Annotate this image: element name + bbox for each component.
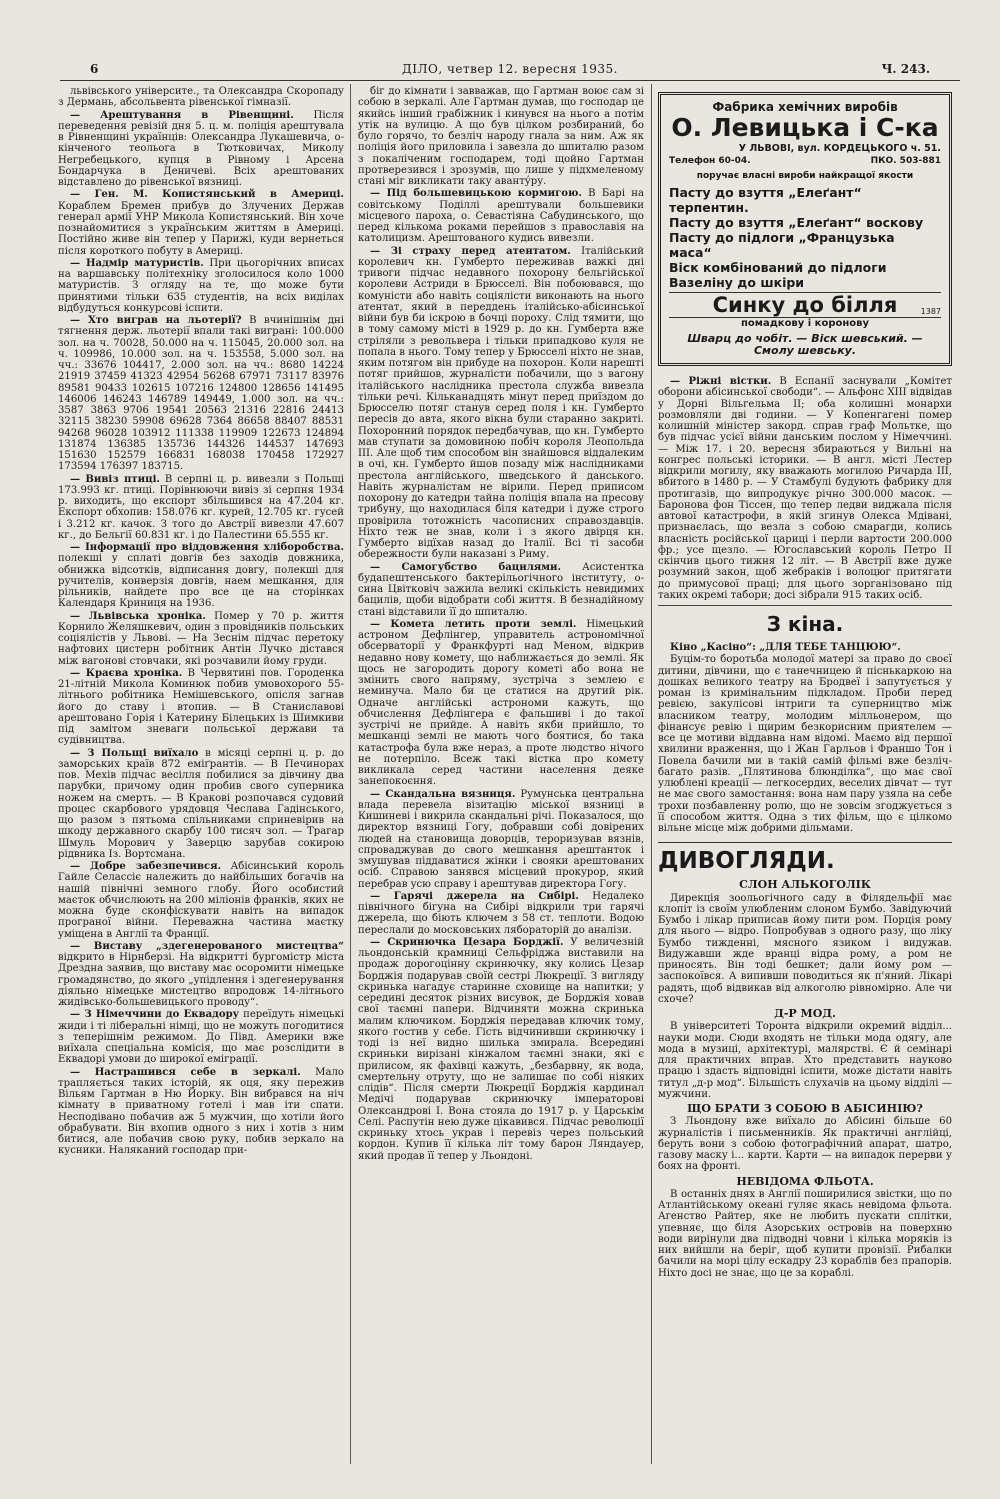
section-title: ДИВОГЛЯДИ. bbox=[658, 842, 952, 875]
column-divider bbox=[350, 84, 351, 1464]
article bbox=[58, 941, 344, 1009]
ad-brand: О. Левицька і С-ка bbox=[671, 113, 939, 142]
article-text: У величезній льондонській крамниці Сельфріджа виставили на продаж дорогоцінну скринючку, яку колись Цезар Борджія подарував своїй сестрі Люкреції. З вигляду скринька нагадує старинне сховище на напитки; у середині десяток різних висувок, де Борджія ховав свої таємні папери. Відчиняти можна скринька малим ключиком. Борджія передавав ключик тому, якого гостив у себе. Гість відчинивши скринючку і тоді із неї видно шилька змирала. Всередині скриньки вирізані кінжалом таємні знаки, які є прилисом, як фахівці кажуть, „безбарвну, як вода, смертельну отруту, що не залишає по собі ніяких слідів“. Після смерти Люкреції Борджія кардинал Медічі подарував скринючку імператорові Олександрові І. Вона стояла до 1917 р. у Царськім Селі. Распутін нею дуже цікавився. Підчас революції скринькy хтось украв і перевіз через польський кордон. Купив її кілька літ тому барон Ляндауер, який продав її тепер у Льондоні. bbox=[358, 936, 644, 1162]
article-title: — Під большевицькою кормигою. bbox=[370, 188, 582, 200]
article-text: в місяці серпні ц. р. до заморських країв 872 еміґрантів. — В Печинорах пов. Мехів підчас весілля побилися за дівчину два парубки, причому один пробив свого суперника ножем на смерть. — В Кракові розпочався судовий процес скарбового урядовця Чеслава Гадінського, що разом з пятьома спільниками сприневірив на шкоду державного скарбу 100 тисяч зол. — Трагар Шмуль Морович у Заверцю зарубав сокирою рідвника Із. Вортсмана. bbox=[58, 747, 344, 860]
page-header bbox=[60, 60, 960, 81]
article-title: — Надмір матуристів. bbox=[70, 257, 204, 269]
article-title: — Ген. М. Копистянський в Америці. bbox=[70, 189, 344, 201]
article bbox=[58, 474, 344, 542]
article-title: — Львівська хроніка. bbox=[70, 610, 206, 622]
column-2 bbox=[358, 86, 644, 1163]
article-text: Після переведення ревізій дня 5. ц. м. поліція арештувала в Рівненщині українців: Олександра Лукашевича, о-кінченого теольога в Тютковичах, Миколу Негребецького, купця в Рівному і Арсена Бондарчука в Деничеві. Всіх арештованих відставлено до рівенської вязниці. bbox=[58, 109, 344, 188]
article-title: — Інформації про віддовження хліборобства. bbox=[70, 542, 344, 553]
article bbox=[58, 611, 344, 667]
article-text: відкрито в Нірнберзі. На відкритті бургомістр міста Дрездна заявив, що виставу має осоромити німецьке громадянство, до якого „упідлення і здегенерування діяльно німецьке мистецтво впродовж 14-літнього жидівсько-большевицького проводу“. bbox=[58, 952, 344, 1008]
article bbox=[58, 1067, 344, 1157]
article bbox=[358, 619, 644, 788]
ad-product: Пасту до підлоги „Французька маса“ bbox=[669, 230, 895, 260]
article-text: В Барі на совітському Поділлі арештували большевики місцевого пароха, о. Севастіяна Сабудинського, що перед кількома роками перейшов з православія на католицизм. Арештованого кудись вивезли. bbox=[358, 188, 644, 245]
article-title: НЕВІДОМА ФЛЬОТА. bbox=[736, 1174, 874, 1188]
ad-sinka: Синку до білля bbox=[669, 292, 941, 318]
article-title: — Самогубство бацилями. bbox=[370, 561, 562, 573]
article-text: При цьогорічних вписах на варшавську політехніку зголосилося коло 1000 матуристів. З огляду на те, що може бути принятими тільки 635 студентів, на всіх виділах відбудуться конкурсові іспити. bbox=[58, 257, 344, 314]
column-1 bbox=[58, 86, 344, 1158]
article bbox=[358, 246, 644, 561]
divider bbox=[658, 605, 952, 606]
ad-headline: Фабрика хемічних виробів bbox=[712, 100, 898, 114]
article-list bbox=[658, 879, 952, 1279]
article-text: львівського університе., та Олександра Скоропаду з Дермань, абсольвента рівенської гімназії. bbox=[58, 86, 344, 109]
article-text: полекші у сплаті довгів без заходів довжника, обнижка відсотків, відписання довгу, полекші для ручителів, конверзія довгів, наем мешкання, для рільників, найдете про все це на сторінках Календаря Криниця на 1936. bbox=[58, 553, 344, 610]
article-title: — Вивіз птиці. bbox=[70, 473, 160, 485]
article-text: Мало трапляється таких історій, як оця, яку пережив Вільям Гартман в Ню Йорку. Він вибрався на ніч кімнату в приватному готелі і мав іти спати. Несподівано побачив аж 5 мужчин, що хотіли його обрабувати. Він вхопив одного з них і хотів з ним битися, але побачив свою руку, побив зеркало на кусники. Наляканий господар при- bbox=[58, 1066, 344, 1157]
article-text: З Льондону вже виїхало до Абісині більше 60 журналістів і письменників. Як практичні англійці, беруть вони з собою фотографічний апарат, шатро, газову маску і... карти. Карти — на випадок перерви у боях на фронті. bbox=[658, 1116, 952, 1173]
issue-number: Ч. 243. bbox=[881, 62, 930, 76]
article-title: — Виставу „здегенерованого мистецтва“ bbox=[70, 940, 344, 952]
news-title: — Ріжні вістки. bbox=[670, 376, 772, 387]
article-title: — Скринючка Цезара Борджії. bbox=[370, 936, 564, 948]
ad-product: Віск комбінований до підлоги bbox=[669, 260, 887, 275]
article bbox=[58, 86, 344, 109]
article bbox=[58, 542, 344, 610]
article-title: СЛОН АЛЬКОГОЛІК bbox=[739, 878, 871, 892]
article-text: Кораблем Бремен прибув до Злучених Держав генерал армії УНР Микола Копистянський. Він хоче познайомитися з українським життям в Америці. Постійно живе він тепер у Парижі, куди вернеться після короткого побуту в Америці. bbox=[58, 200, 344, 257]
section-title: З кіна. bbox=[766, 612, 844, 636]
article-title: — Хто виграв на льотерії? bbox=[70, 315, 242, 326]
page-number: 6 bbox=[90, 62, 99, 76]
article bbox=[358, 562, 644, 618]
article-title: — Гарячі джерела на Сибірі. bbox=[370, 890, 579, 902]
article-text: Румунська центральна влада перевела візитацію міської вязниці в Кишиневі і викрила скандальні річі. Показалося, що директор вязниці Гогу, добравши собі довірених людей на становища доворців, тероризував вязнів, спроваджував до свого мешкання арештанток і змушував піддаватися жінки і свояки арештованих осіб. Справою занявся місцевий прокурор, який перебрав усю справу і арештував директора Гогу. bbox=[358, 788, 644, 890]
article-title: — З Німеччини до Еквадору bbox=[70, 1009, 240, 1021]
article bbox=[58, 1009, 344, 1065]
article-text: Італійський королевич кн. Гумберто переживав важкі дні тривоги підчас недавного похорону бельгійської королеви Астриди в Брюсселі. Він побоювався, що комуністи або навіть соціялісти виконають на нього атентат, який в переддень італійсько-абісинської війни був би іскрою в бочці пороху. Слід тямити, що в тому самому місті в 1929 р. до кн. Гумберта вже стріляли з револьвера і тільки припадково куля не попала в нього. Тому тепер у Брюсселі ніхто не знав, яким потягом він прибуде на похорон. Коли нарешті потяг прийшов, журналісти побачили, що з вагону італійського наслідника престола служба вивезла тільки речі. Кільканадцять мінут перед приїздом до Брюсселю потяг станув серед поля і кн. Гумберто пересів до авта, якого вікна були старанно закриті. Похоронний порядок передбачував, що кн. Гумберто мав ступати за домовиною побіч короля Леопольда III. Але щоб тим способом він знайшовся віддалеким в очі, кн. Гумберто йшов позаду між наслідниками престола англійського, шведського й данського. Навіть журналістам не вірили. Перед приписом похорону до катедри тайна поліція впала на пресову трибуну, що находилася біля катедри і дуже строго провірила тотожність часописних справоздавців. Ніхто теж не знав, коли і з якого двірця кн. Гумберто відїхав назад до Італії. Всі ті засоби обережности були наказані з Риму. bbox=[358, 245, 644, 561]
article-text: Німецький астроном Дефлінгер, управитель астрономічної обсерваторії у Франкфурті над Меном, відкрив недавно нову комету, що наближається до землі. Як щось не загородить дорогу кометі або вона не змінить свого напряму, зустріча з землею є неминуча. Мало би це статися на другий рік. Одначе англійські астрономи кажуть, що обчислення Дефлінгера є фальшиві і до такої зустрічі не прийде. А навіть якби прийшло, то мешканці землі не мають чого боятися, бо така катастрофа була вже нераз, а проте людство нічого не потерпіло. Всеж такі вістка про комету викликала серед частини населення деяке занепокоєння. bbox=[358, 618, 644, 788]
article-title: — Добре забезпечився. bbox=[70, 861, 222, 872]
ad-contacts bbox=[669, 155, 941, 167]
article-text: В вчинішнім дні тягнення держ. льотерії впали такі виграні: 100.000 зол. на ч. 70028, 50.000 на ч. 115045, 20.000 зол. на ч. 109986, 10.000 зол. на ч. 153558, 5.000 зол. на чч.: 33676 104417, 2.000 зол. на чч.: 8680 14224 21919 37459 41323 42954 56268 67971 73117 83976 89581 90433 102615 107216 124800 128656 141495 146006 146243 146789 149449, 1.000 зол. на чч.: 3587 3863 9706 19541 20563 21316 22816 24413 32115 38230 59908 69628 7364 86658 88407 88531 94268 96028 103912 111338 119909 122673 124894 131874 136385 135736 144326 144537 147693 151630 152579 166831 168038 170458 172927 173594 176397 183715. bbox=[58, 315, 344, 473]
article-title: — Скандальна вязниця. bbox=[370, 788, 516, 800]
news-text: В Еспанії заснували „Комітет оборони абісинської свободи“. — Альфонс XIII відвідав у Дорні Вільгельма II; оба колишні монархи розмовляли дві години. — У Копенгагені помер колишній міністер закорд. справ граф Мольтке, що був підчас усієї війни данським послом у Німеччині. — Між 17. і 20. вересня збираються у Вильні на конгрес польські історики. — В англ. місті Лестер відкрили могилу, яку вважають могилою Ричарда III, вбитого в 1480 р. — У Стамбулі будують фабрику для протигазів, що випродукує річно 300.000 масок. — Баронова фон Тіссен, що тепер ледви виджала після автової катастрофи, в якій згинув Олекса Мдівані, признаєлась, що везла з собою смарагди, колись власність російської цариці і перли вартости 200.000 фр.; усе щезло. — Югославський король Петро ІІ скінчив цього тижня 12 літ. — В Австрії вже дуже розумний закон, щоб жебраків і волоцюг притягати до примусової праці; для цього зорганізовано під таких окремі табори; досі зібрали 915 таких осіб. bbox=[658, 376, 953, 601]
ad-product: Вазеліну до шкіри bbox=[669, 275, 805, 290]
article-title: — Настрашився себе в зеркалі. bbox=[70, 1066, 301, 1078]
article-title: — Краєва хроніка. bbox=[70, 667, 183, 679]
advertisement bbox=[658, 92, 952, 366]
article bbox=[58, 189, 344, 257]
article-text: Помер у 70 р. життя Корнило Желяшкевич, один з провідників польських соціялістів у Львові. — На Зеснім підчас перетоку нафтових цистерн робітник Антін Лучко дістався між вагонові стовчаки, які розчавили йому груди. bbox=[58, 610, 344, 667]
section-subtitle-text: Кіно „Касіно“: „ДЛЯ ТЕБЕ ТАНЦЮЮ“. bbox=[670, 642, 901, 653]
article-title: — Зі страху перед атентатом. bbox=[370, 245, 571, 257]
article-text: Абісинський король Гайле Селассіє належить до найбільших богачів на нашій північні земного глобу. Його особистий маєток обчислюють на 200 міліонів франків, яких не можна буде сконфіскувати навіть на випадок програної війни. Переважна частина маєтку уміщена в Англії та Франції. bbox=[58, 861, 344, 940]
article-text: В Червятині пов. Городенка 21-літній Микола Коминюк побив умовохорого 55-літнього робітника Немішевського, опісля загнав його до ставу і втопив. — В Станиславові арештовано Горія і Катерину Білецьких із Шимкиви під замітом зневаги польської держави та судівництва. bbox=[58, 667, 344, 747]
ad-pko: ПКО. 503-881 bbox=[870, 156, 941, 166]
article bbox=[358, 789, 644, 890]
article-text: В університеті Торонта відкрили окремий відділ... науки моди. Сюди входять не тільки мода одягу, але мода в музиці, архітектурі, малярстві. Є й семінарі для практичних вправ. Хто представить науково працю і здасть відповідні іспити, може дістати навіть титул „д-р мод“. Більшість слухачів на цьому відділі — мужчини. bbox=[658, 1021, 952, 1100]
article-title: — Арештування в Рівенщині. bbox=[70, 109, 294, 121]
article bbox=[358, 937, 644, 1162]
ad-note: поручає власні вироби найкращої якости bbox=[696, 171, 914, 181]
article bbox=[58, 110, 344, 189]
section-subtitle bbox=[658, 642, 952, 653]
article-text: В останніх днях в Англії поширилися звістки, що по Атлантійському океані гуляє якась невідома фльота. Агенство Райтер, яке не любить пускати сплітки, упевняє, що біля Азорських островів на поверхню води вирінули два підводні човни і кілька моряків із них вийшли на беріг, щоб купити провізії. Рибалки бачили на морі цілу ескадру 23 кораблів без прапорів. Ніхто досі не знає, що це за кораблі. bbox=[658, 1188, 952, 1279]
column-3 bbox=[658, 86, 952, 1280]
ad-product: Пасту до взуття „Елеґант“ терпентин. bbox=[669, 185, 862, 215]
article bbox=[358, 891, 644, 936]
article bbox=[58, 668, 344, 747]
ad-phone: Телефон 60-04. bbox=[669, 156, 751, 166]
article bbox=[58, 748, 344, 861]
article-text: В серпні ц. р. вивезли з Польщі 173.993 кг. птиці. Порівнюючи вивіз зі серпня 1934 р. виходить, що експорт збільшився на 47.204 кг. Експорт обхопив: 158.076 кг. курей, 12.705 кг. гусей і 3.212 кг. качок. З того до Австрії вивезли 47.607 кг., до Бельгії 60.831 кг. і до Палестини 65.555 кг. bbox=[58, 473, 344, 541]
article bbox=[358, 188, 644, 244]
article-title: — З Польщі виїхало bbox=[70, 747, 199, 759]
article-text: Дирекція зоольогічного саду в Філядельфії має клопіт із своїм улюбленим слоном Бумбо. Завідуючий Бумбо і лікар приписав йому пити ром. Порція рому для нього — відро. Попробував з одного разу, що ліку Бумбо тижденні, мясного язиком і видужав. Видужавши жде вранці відра рому, а ром не приносять. Він тоді бешкет; дали йому ром — заспокоївся. А випивши поводиться як п'яний. Лікарі радять, щоб відвикав від алкоголю рівномірно. Але чи схоче? bbox=[658, 892, 952, 1005]
article bbox=[358, 86, 644, 187]
ad-address: У ЛЬВОВІ, вул. КОРДЕЦЬКОГО ч. 51. bbox=[738, 143, 941, 154]
article-text: Буцім-то боротьба молодої матері за право до своєї дитини, дівчини, що є танечницею й піснькаркою на дошках великого театру на Бродвеї і запутується у роман із кримінальним підкладом. Проби перед ревією, закулісові інтриги та суперництво між власником театру, молодим мілльонером, що фінансує ревію і щирим безкорисним приятелем — все це мотиви віддавна нам відомі. Маємо від першої хвилини враження, що і Жан Гарльов і Франшо Тон і Повела бачили ми в такій самій фільмі вже безліч-багато разів. „Плятинова блюнділка“, що має свої улюблені креації — легкосердих, веселих дівчат — тут не має свого замостання: вона нам пару узяла на себе трохи позбавленну ролю, що не зовсім згоджується з її способом життя. Одна з тих фільм, що є цілкомо вільне місце між добрими дільмами. bbox=[658, 654, 952, 834]
news-item bbox=[658, 376, 952, 601]
article-text: переїдуть німецькі жиди і ті ліберальні німці, що не можуть погодитися з теперішнім режимом. Дo Півд. Америки вже виїхала спеціальна комісія, що має розслідити в Еквадорі умови до широкої еміграції. bbox=[58, 1009, 344, 1066]
article bbox=[58, 315, 344, 473]
ad-code: 1387 bbox=[920, 307, 941, 316]
article-text: Асистентка будапештенського бактерільогічного інституту, о-сина Цвітковіч зажила великі скількість невидимих бацилів, щоби відобрати собі життя. В безнадійному стані відставили її до шпиталю. bbox=[358, 561, 644, 618]
ad-bottom-line: Шварц до чобіт. — Віск шевський. — Смолу шевську. bbox=[687, 332, 923, 357]
article bbox=[58, 258, 344, 314]
article-text: біг до кімнати і завважав, що Гартман воює сам зі собою в зеркалі. Але Гартман думав, що господар це якийсь інший грабіжник і кинувся на нього а потім утік на вулицю. А що був цілком розбираний, бо було горячо, то безліч народу гнала за ним. Аж як поліція його приловила і завезла до шпиталю разом з покаліченим господарем, тоді щойно Гартман протверезився і зрозумів, що лише у підхмеленому стані міг викликати таку аванту́ру. bbox=[358, 86, 644, 187]
article-title: — Комета летить проти землі. bbox=[370, 618, 577, 630]
masthead: ДІЛО, четвер 12. вересня 1935. bbox=[402, 62, 618, 76]
ad-sub-text: помадкову і коронову bbox=[741, 318, 869, 329]
ad-sub bbox=[669, 307, 941, 330]
ad-product: Пасту до взуття „Елеґант“ воскову bbox=[669, 215, 924, 230]
article bbox=[58, 861, 344, 940]
article-text: Недалеко північного бігуна на Сибірі відкрили три гарячі джерела, що біють ключем з 58 ст. теплоти. Водою переслали до московських лябораторій до аналізи. bbox=[358, 890, 644, 936]
article-title: ЩО БРАТИ З СОБОЮ В АБІСИНІЮ? bbox=[687, 1102, 923, 1115]
column-divider bbox=[651, 84, 652, 1464]
article-title: Д-Р МОД. bbox=[774, 1007, 836, 1020]
